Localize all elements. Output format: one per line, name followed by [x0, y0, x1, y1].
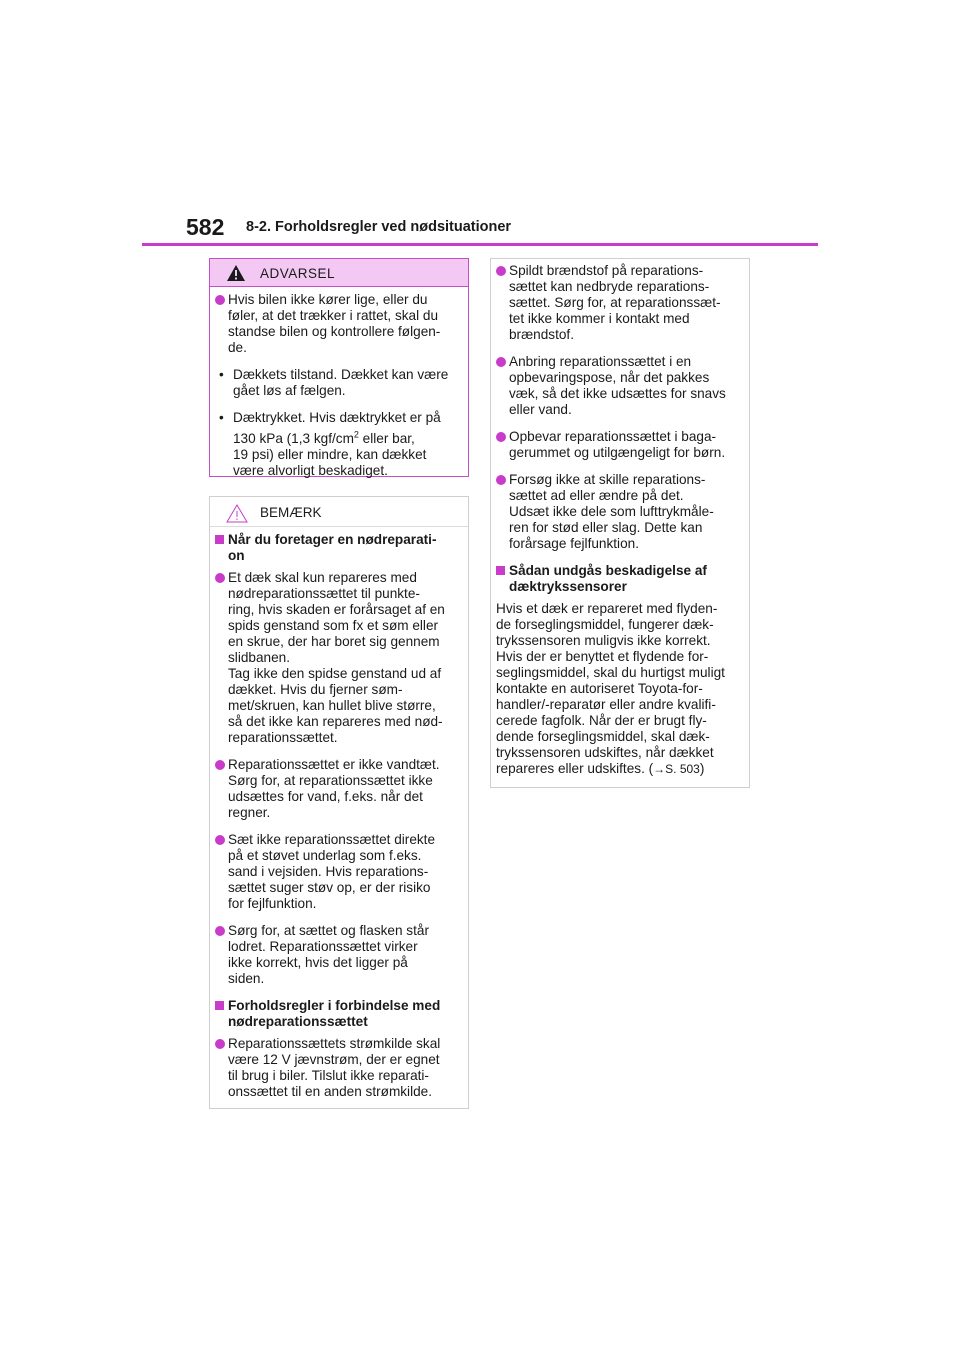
bullet-dot-icon — [215, 835, 225, 845]
bullet-square-icon — [496, 566, 505, 575]
bullet-dot-icon — [215, 1039, 225, 1049]
note-title: BEMÆRK — [260, 505, 322, 520]
warning-box — [209, 258, 469, 477]
section-title: 8-2. Forholdsregler ved nødsituationer — [246, 219, 512, 235]
list-item: Sørg for, at sættet og flasken står lodret. Reparationssættet virker ikke korrekt, hvis det ligger på siden. — [215, 923, 462, 987]
bullet-dot-icon — [496, 432, 506, 442]
list-item: Reparationssættet er ikke vandtæt. Sørg for, at reparationssættet ikke udsættes for vand, f.eks. når det regner. — [215, 757, 462, 821]
bullet-square-icon — [215, 1001, 224, 1010]
paragraph: Hvis et dæk er repareret med flyden- de forseglingsmiddel, fungerer dæk- trykssensoren muligvis ikke korrekt. Hvis der er benyttet et flydende for- seglingsmiddel, skal du hurtigst muligt kontakte en autoriseret Toyota-for- handler/-reparatør eller andre kvalifi- cerede fagfolk. Når der er brugt fly- dende forseglingsmiddel, skal dæk- trykssensoren udskiftes, når dækket repareres eller udskiftes. (→S. 503) — [496, 601, 725, 776]
bullet-dot-icon — [215, 926, 225, 936]
list-item: Når du foretager en nødreparati- on — [215, 532, 462, 564]
header-rule — [142, 243, 818, 246]
list-item: Spildt brændstof på reparations- sættet kan nedbryde reparations- sættet. Sørg for, at reparationssæt- tet ikke kommer i kontakt med brændstof. — [496, 263, 743, 343]
bullet-square-icon — [215, 535, 224, 544]
list-item: Anbring reparationssættet i en opbevaringspose, når det pakkes væk, så det ikke udsættes for snavs eller vand. — [496, 354, 743, 418]
list-item: • Dæktrykket. Hvis dæktrykket er på 130 kPa (1,3 kgf/$cm^2$ eller bar, 19 psi) eller mindre, kan dækket være alvorligt beskadiget. — [219, 410, 441, 478]
note-header — [210, 497, 468, 527]
page-number: 582 — [186, 214, 225, 240]
bullet-dot-icon — [215, 573, 225, 583]
note-box — [209, 496, 469, 1109]
bullet-dot-icon — [496, 266, 506, 276]
bullet-dot-icon — [496, 357, 506, 367]
list-item: Et dæk skal kun repareres med nødreparationssættet til punkte- ring, hvis skaden er forårsaget af en spids genstand som fx et søm eller en skrue, der har boret sig gennem slidbanen. Tag ikke den spidse genstand ud af dækket. Hvis du fjerner søm- met/skruen, kan hullet blive større, så det ikke kan repareres med nød- reparationssættet. — [215, 570, 462, 746]
note-box-continued — [490, 258, 750, 788]
bullet-dot-icon — [215, 760, 225, 770]
list-item: Forholdsregler i forbindelse med nødreparationssættet — [215, 998, 462, 1030]
list-item: Reparationssættets strømkilde skal være 12 V jævnstrøm, der er egnet til brug i biler. Tilslut ikke reparati- onssættet til en anden strømkilde. — [215, 1036, 462, 1100]
list-item: Forsøg ikke at skille reparations- sættet ad eller ændre på det. Udsæt ikke dele som lufttrykmåle- ren for stød eller slag. Dette kan forårsage fejlfunktion. — [496, 472, 743, 552]
page-reference-link[interactable]: →S. 503 — [653, 762, 700, 776]
bullet-dot-icon — [215, 295, 225, 305]
list-item: • Dækkets tilstand. Dækket kan være gået løs af fælgen. — [219, 367, 449, 398]
list-item: Hvis bilen ikke kører lige, eller du føler, at det trækker i rattet, skal du standse bilen og kontrollere følgen- de. — [215, 292, 462, 356]
caution-triangle-icon — [226, 504, 248, 523]
list-item: Sådan undgås beskadigelse af dæktrykssensorer — [496, 563, 743, 595]
warning-header — [210, 259, 468, 287]
warning-title: ADVARSEL — [260, 266, 336, 281]
bullet-dot-icon — [496, 475, 506, 485]
list-item: Sæt ikke reparationssættet direkte på et støvet underlag som f.eks. sand i vejsiden. Hvis reparations- sættet suger støv op, er der risiko for fejlfunktion. — [215, 832, 462, 912]
list-item: Opbevar reparationssættet i baga- gerummet og utilgængeligt for børn. — [496, 429, 743, 461]
warning-triangle-icon — [226, 264, 246, 282]
bullet-icon: • — [219, 410, 224, 425]
bullet-icon: • — [219, 367, 224, 382]
